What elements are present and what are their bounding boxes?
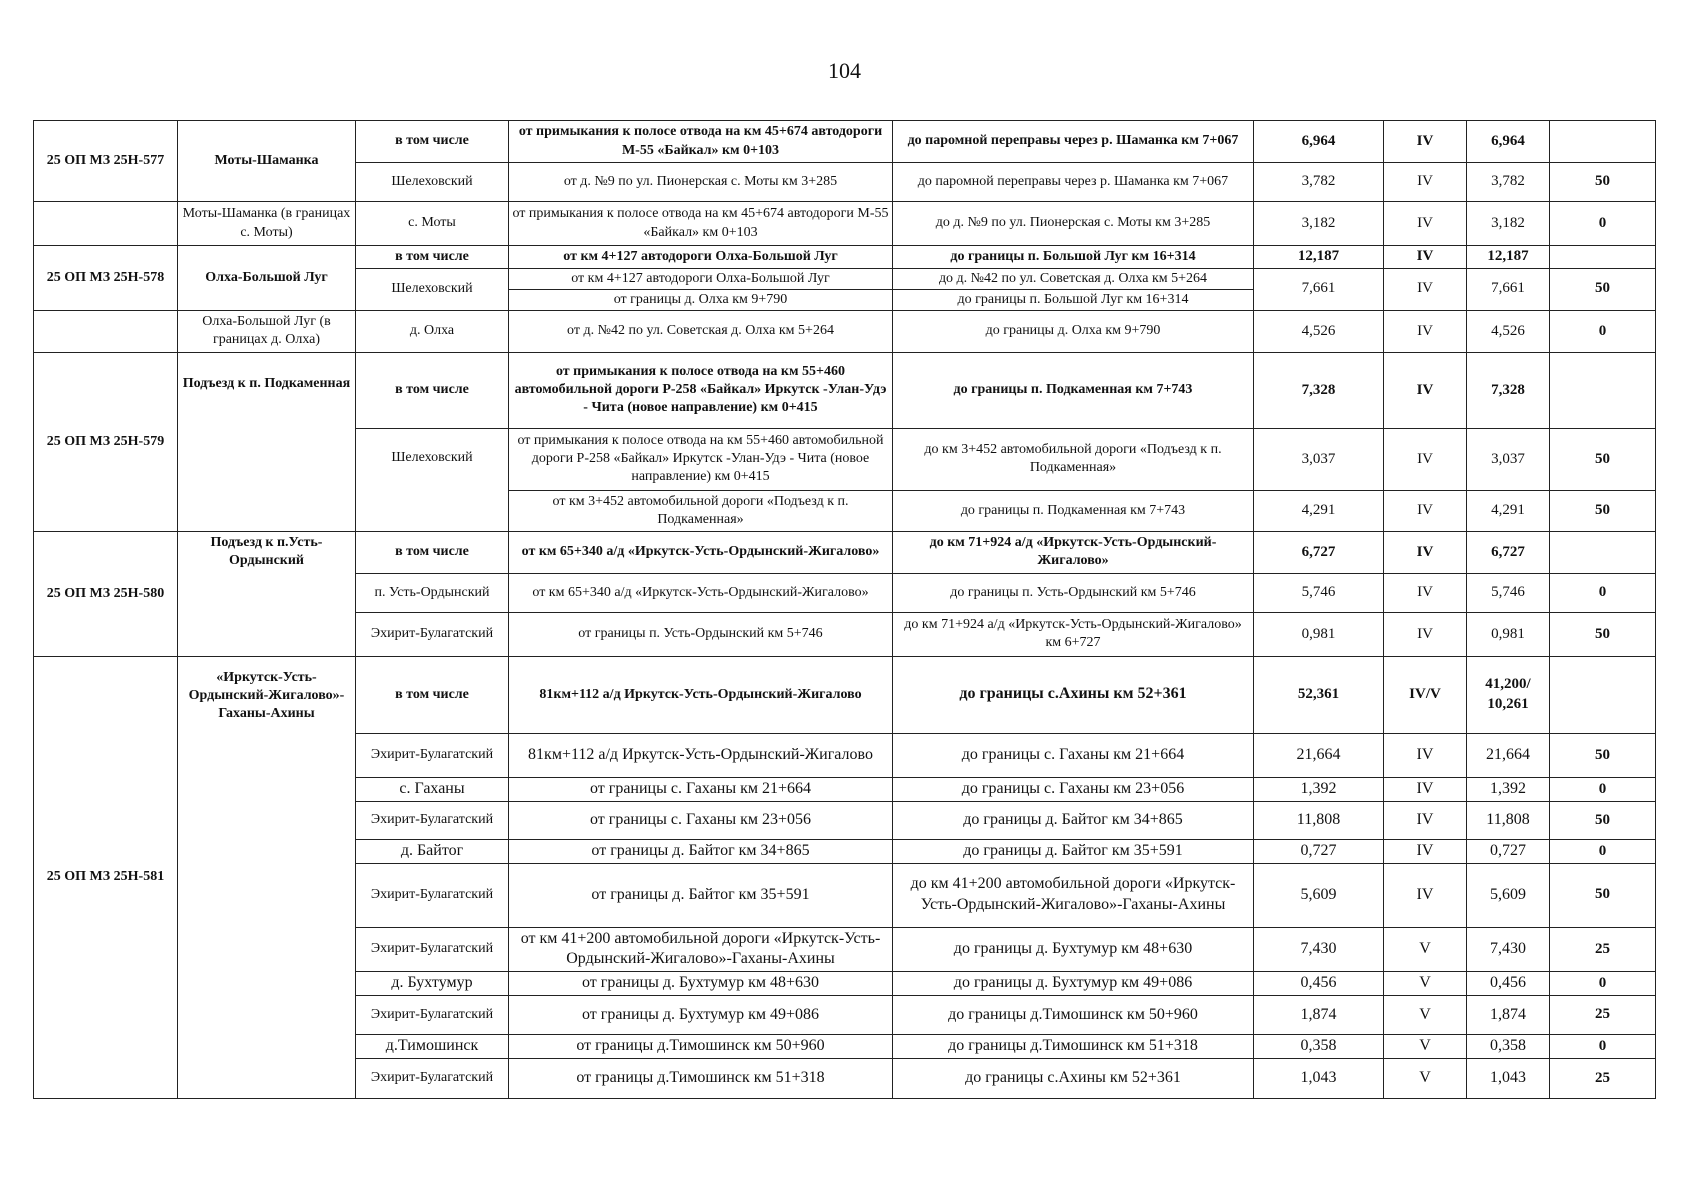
length2-cell: 6,964 (1467, 121, 1550, 163)
from-cell: от границы с. Гаханы км 23+056 (509, 801, 893, 839)
table-row (34, 202, 1656, 246)
category-cell: IV (1384, 863, 1467, 927)
to-cell: до границы с. Гаханы км 23+056 (893, 777, 1254, 801)
district-cell: в том числе (356, 656, 509, 733)
length2-cell: 1,043 (1467, 1058, 1550, 1098)
from-cell: 81км+112 а/д Иркутск-Усть-Ордынский-Жигалово (509, 733, 893, 777)
length2-cell: 5,609 (1467, 863, 1550, 927)
value-cell: 0 (1550, 839, 1656, 863)
to-cell: до паромной переправы через р. Шаманка км 7+067 (893, 121, 1254, 163)
road-code: 25 ОП МЗ 25Н-579 (34, 352, 178, 531)
from-cell: от границы д. Бухтумур км 49+086 (509, 996, 893, 1035)
table-row (34, 352, 1656, 428)
length-cell: 21,664 (1254, 733, 1384, 777)
length2-cell: 5,746 (1467, 573, 1550, 612)
to-cell: до границы п. Усть-Ордынский км 5+746 (893, 573, 1254, 612)
district-cell: в том числе (356, 121, 509, 163)
to-cell: до границы п. Большой Луг км 16+314 (893, 289, 1254, 310)
category-cell: IV (1384, 573, 1467, 612)
from-cell: от границы д. Бухтумур км 48+630 (509, 972, 893, 996)
length2-cell: 0,727 (1467, 839, 1550, 863)
table-row (34, 656, 1656, 733)
district-cell: Эхирит-Булагатский (356, 927, 509, 972)
district-cell: д. Байтог (356, 839, 509, 863)
length-cell: 1,043 (1254, 1058, 1384, 1098)
to-cell: до границы п. Большой Луг км 16+314 (893, 246, 1254, 269)
to-cell: до км 41+200 автомобильной дороги «Иркутск-Усть-Ордынский-Жигалово»-Гаханы-Ахины (893, 863, 1254, 927)
value-cell: 0 (1550, 972, 1656, 996)
category-cell: V (1384, 996, 1467, 1035)
length2-cell: 0,456 (1467, 972, 1550, 996)
table-row (34, 121, 1656, 163)
length2-cell: 41,200/ 10,261 (1467, 656, 1550, 733)
district-cell: д.Тимошинск (356, 1035, 509, 1059)
length-cell: 7,430 (1254, 927, 1384, 972)
length2-cell: 1,392 (1467, 777, 1550, 801)
length-cell: 5,609 (1254, 863, 1384, 927)
road-code: 25 ОП МЗ 25Н-578 (34, 246, 178, 311)
to-cell: до паромной переправы через р. Шаманка км 7+067 (893, 163, 1254, 202)
category-cell: V (1384, 972, 1467, 996)
to-cell: до границы д. Байтог км 35+591 (893, 839, 1254, 863)
length-cell: 6,727 (1254, 531, 1384, 573)
length-cell: 4,526 (1254, 310, 1384, 352)
length-cell: 0,456 (1254, 972, 1384, 996)
value-cell: 0 (1550, 1035, 1656, 1059)
category-cell: IV (1384, 531, 1467, 573)
district-cell: Эхирит-Булагатский (356, 1058, 509, 1098)
district-cell: с. Гаханы (356, 777, 509, 801)
value-cell: 50 (1550, 163, 1656, 202)
length-cell: 7,328 (1254, 352, 1384, 428)
value-cell (1550, 531, 1656, 573)
category-cell: IV (1384, 801, 1467, 839)
category-cell: IV (1384, 352, 1467, 428)
district-cell: Шелеховский (356, 428, 509, 531)
road-name: Олха-Большой Луг (178, 246, 356, 311)
length-cell: 12,187 (1254, 246, 1384, 269)
road-name: Подъезд к п. Подкаменная (178, 352, 356, 531)
road-subname: Моты-Шаманка (в границах с. Моты) (178, 202, 356, 246)
to-cell: до границы п. Подкаменная км 7+743 (893, 352, 1254, 428)
value-cell: 50 (1550, 863, 1656, 927)
length2-cell: 1,874 (1467, 996, 1550, 1035)
length-cell: 4,291 (1254, 490, 1384, 531)
to-cell: до границы с.Ахины км 52+361 (893, 1058, 1254, 1098)
from-cell: от примыкания к полосе отвода на км 55+460 автомобильной дороги Р-258 «Байкал» Иркутск -Улан-Удэ - Чита (новое направление) км 0+415 (509, 428, 893, 490)
district-cell: Эхирит-Булагатский (356, 612, 509, 656)
from-cell: от границы д. Байтог км 34+865 (509, 839, 893, 863)
category-cell: IV (1384, 163, 1467, 202)
value-cell (1550, 656, 1656, 733)
length2-cell: 3,037 (1467, 428, 1550, 490)
category-cell: IV (1384, 612, 1467, 656)
district-cell: Шелеховский (356, 268, 509, 310)
category-cell: IV (1384, 310, 1467, 352)
category-cell: IV (1384, 428, 1467, 490)
district-cell: в том числе (356, 531, 509, 573)
to-cell: до границы с. Гаханы км 21+664 (893, 733, 1254, 777)
category-cell: IV (1384, 268, 1467, 310)
value-cell: 0 (1550, 777, 1656, 801)
value-cell: 50 (1550, 268, 1656, 310)
from-cell: 81км+112 а/д Иркутск-Усть-Ордынский-Жигалово (509, 656, 893, 733)
length2-cell: 4,291 (1467, 490, 1550, 531)
category-cell: IV (1384, 490, 1467, 531)
category-cell: IV/V (1384, 656, 1467, 733)
category-cell: V (1384, 1035, 1467, 1059)
length2-cell: 21,664 (1467, 733, 1550, 777)
from-cell: от границы с. Гаханы км 21+664 (509, 777, 893, 801)
length-cell: 7,661 (1254, 268, 1384, 310)
from-cell: от границы д.Тимошинск км 50+960 (509, 1035, 893, 1059)
value-cell: 50 (1550, 612, 1656, 656)
table-row (34, 310, 1656, 352)
from-cell: от примыкания к полосе отвода на км 45+674 автодороги М-55 «Байкал» км 0+103 (509, 202, 893, 246)
value-cell: 0 (1550, 202, 1656, 246)
length-cell: 0,981 (1254, 612, 1384, 656)
value-cell (1550, 246, 1656, 269)
length-cell: 3,782 (1254, 163, 1384, 202)
road-code: 25 ОП МЗ 25Н-580 (34, 531, 178, 656)
from-cell: от границы п. Усть-Ордынский км 5+746 (509, 612, 893, 656)
from-cell: от примыкания к полосе отвода на км 55+460 автомобильной дороги Р-258 «Байкал» Иркутск -Улан-Удэ - Чита (новое направление) км 0+415 (509, 352, 893, 428)
value-cell: 50 (1550, 733, 1656, 777)
value-cell: 25 (1550, 996, 1656, 1035)
road-code (34, 310, 178, 352)
from-cell: от км 41+200 автомобильной дороги «Иркутск-Усть-Ордынский-Жигалово»-Гаханы-Ахины (509, 927, 893, 972)
table-row (34, 531, 1656, 573)
to-cell: до км 71+924 а/д «Иркутск-Усть-Ордынский-Жигалово» км 6+727 (893, 612, 1254, 656)
category-cell: IV (1384, 733, 1467, 777)
to-cell: до границы с.Ахины км 52+361 (893, 656, 1254, 733)
value-cell: 25 (1550, 927, 1656, 972)
road-name: Моты-Шаманка (178, 121, 356, 202)
category-cell: V (1384, 927, 1467, 972)
to-cell: до границы д. Олха км 9+790 (893, 310, 1254, 352)
length2-cell: 0,358 (1467, 1035, 1550, 1059)
district-cell: в том числе (356, 352, 509, 428)
length2-cell: 0,981 (1467, 612, 1550, 656)
district-cell: Эхирит-Булагатский (356, 801, 509, 839)
table-row (34, 246, 1656, 269)
to-cell: до границы д. Бухтумур км 48+630 (893, 927, 1254, 972)
from-cell: от км 4+127 автодороги Олха-Большой Луг (509, 246, 893, 269)
length2-cell: 12,187 (1467, 246, 1550, 269)
district-cell: д. Олха (356, 310, 509, 352)
length-cell: 0,727 (1254, 839, 1384, 863)
to-cell: до д. №9 по ул. Пионерская с. Моты км 3+285 (893, 202, 1254, 246)
length-cell: 5,746 (1254, 573, 1384, 612)
value-cell: 0 (1550, 573, 1656, 612)
district-cell: с. Моты (356, 202, 509, 246)
category-cell: V (1384, 1058, 1467, 1098)
value-cell: 25 (1550, 1058, 1656, 1098)
value-cell: 50 (1550, 801, 1656, 839)
from-cell: от примыкания к полосе отвода на км 45+674 автодороги М-55 «Байкал» км 0+103 (509, 121, 893, 163)
length-cell: 52,361 (1254, 656, 1384, 733)
length-cell: 1,874 (1254, 996, 1384, 1035)
length2-cell: 7,430 (1467, 927, 1550, 972)
district-cell: Эхирит-Булагатский (356, 863, 509, 927)
length2-cell: 7,328 (1467, 352, 1550, 428)
road-name: Подъезд к п.Усть-Ордынский (178, 531, 356, 656)
roads-table (33, 120, 1656, 1099)
to-cell: до границы д. Байтог км 34+865 (893, 801, 1254, 839)
length2-cell: 3,182 (1467, 202, 1550, 246)
road-code: 25 ОП МЗ 25Н-577 (34, 121, 178, 202)
from-cell: от границы д. Байтог км 35+591 (509, 863, 893, 927)
length2-cell: 7,661 (1467, 268, 1550, 310)
to-cell: до границы д.Тимошинск км 50+960 (893, 996, 1254, 1035)
from-cell: от км 65+340 а/д «Иркутск-Усть-Ордынский-Жигалово» (509, 531, 893, 573)
from-cell: от км 4+127 автодороги Олха-Большой Луг (509, 268, 893, 289)
to-cell: до границы д.Тимошинск км 51+318 (893, 1035, 1254, 1059)
district-cell: Шелеховский (356, 163, 509, 202)
from-cell: от д. №9 по ул. Пионерская с. Моты км 3+285 (509, 163, 893, 202)
to-cell: до д. №42 по ул. Советская д. Олха км 5+264 (893, 268, 1254, 289)
length-cell: 11,808 (1254, 801, 1384, 839)
length2-cell: 6,727 (1467, 531, 1550, 573)
to-cell: до границы д. Бухтумур км 49+086 (893, 972, 1254, 996)
value-cell (1550, 121, 1656, 163)
length2-cell: 3,782 (1467, 163, 1550, 202)
district-cell: в том числе (356, 246, 509, 269)
road-name: «Иркутск-Усть-Ордынский-Жигалово»-Гаханы-Ахины (178, 656, 356, 1098)
length2-cell: 11,808 (1467, 801, 1550, 839)
to-cell: до км 3+452 автомобильной дороги «Подъезд к п. Подкаменная» (893, 428, 1254, 490)
category-cell: IV (1384, 839, 1467, 863)
from-cell: от км 65+340 а/д «Иркутск-Усть-Ордынский-Жигалово» (509, 573, 893, 612)
category-cell: IV (1384, 777, 1467, 801)
length-cell: 1,392 (1254, 777, 1384, 801)
district-cell: Эхирит-Булагатский (356, 733, 509, 777)
from-cell: от границы д.Тимошинск км 51+318 (509, 1058, 893, 1098)
to-cell: до км 71+924 а/д «Иркутск-Усть-Ордынский-Жигалово» (893, 531, 1254, 573)
length-cell: 3,182 (1254, 202, 1384, 246)
district-cell: д. Бухтумур (356, 972, 509, 996)
from-cell: от км 3+452 автомобильной дороги «Подъезд к п. Подкаменная» (509, 490, 893, 531)
category-cell: IV (1384, 246, 1467, 269)
road-code: 25 ОП МЗ 25Н-581 (34, 656, 178, 1098)
value-cell: 0 (1550, 310, 1656, 352)
from-cell: от границы д. Олха км 9+790 (509, 289, 893, 310)
value-cell: 50 (1550, 490, 1656, 531)
length-cell: 6,964 (1254, 121, 1384, 163)
from-cell: от д. №42 по ул. Советская д. Олха км 5+264 (509, 310, 893, 352)
value-cell (1550, 352, 1656, 428)
district-cell: п. Усть-Ордынский (356, 573, 509, 612)
length2-cell: 4,526 (1467, 310, 1550, 352)
road-subname: Олха-Большой Луг (в границах д. Олха) (178, 310, 356, 352)
page-number: 104 (828, 58, 861, 83)
category-cell: IV (1384, 121, 1467, 163)
to-cell: до границы п. Подкаменная км 7+743 (893, 490, 1254, 531)
value-cell: 50 (1550, 428, 1656, 490)
length-cell: 3,037 (1254, 428, 1384, 490)
district-cell: Эхирит-Булагатский (356, 996, 509, 1035)
length-cell: 0,358 (1254, 1035, 1384, 1059)
road-code (34, 202, 178, 246)
category-cell: IV (1384, 202, 1467, 246)
